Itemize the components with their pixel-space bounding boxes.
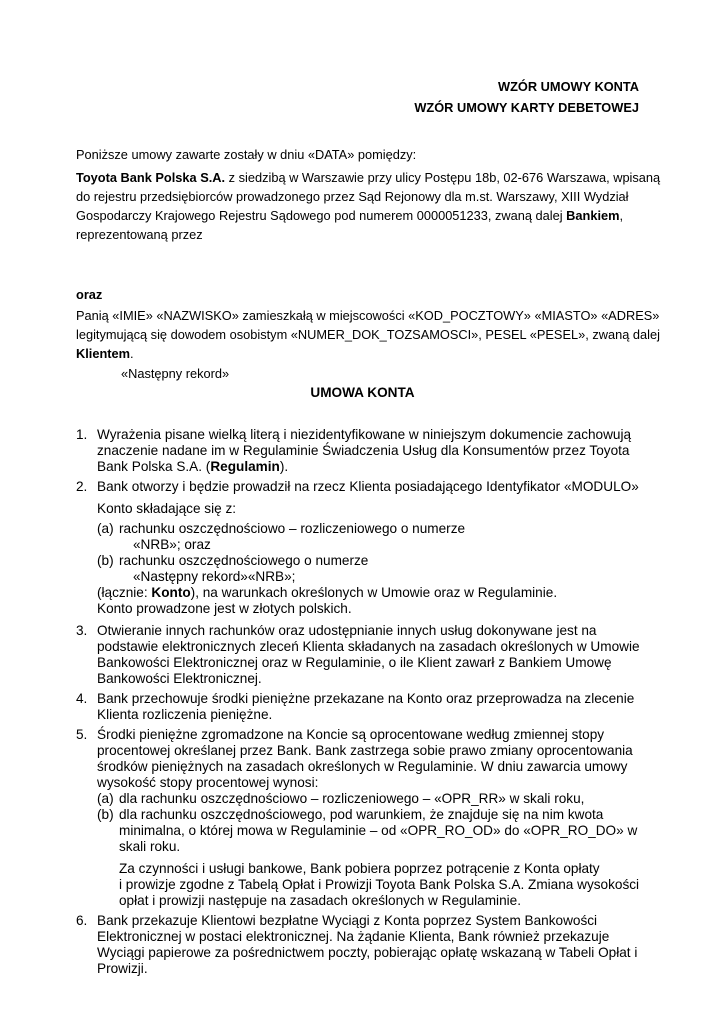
bank-party-line-2: do rejestru przedsiębiorców prowadzonego przez Sąd Rejonowy dla m.st. Warszawy, XIII Wydział [76, 189, 629, 204]
item-6-line-3: Wyciągi papierowe za pośrednictwem poczty, pobierając opłatę wskazaną w Tabeli Opłat i [97, 945, 638, 960]
item-2-sub-a-line-2: «NRB»; oraz [133, 537, 211, 552]
item-1-text: Bank Polska S.A. ( [97, 459, 211, 474]
document-title-account: WZÓR UMOWY KONTA [498, 79, 639, 94]
item-5-line-2: procentowej określanej przez Bank. Bank zastrzega sobie prawo zmiany oprocentowania [97, 743, 633, 758]
regulamin-defined-term: Regulamin [210, 459, 280, 474]
item-2-line-3 [97, 585, 557, 601]
bank-address-text: z siedzibą w Warszawie przy ulicy Postępu 18b, 02-676 Warszawa, wpisaną [225, 170, 661, 185]
item-5-sub-b-line-1: dla rachunku oszczędnościowego, pod warunkiem, że znajduje się na nim kwota [119, 807, 604, 822]
item-5-sub-a-label: (a) [97, 791, 114, 806]
punctuation: . [130, 346, 134, 361]
item-1-line-2: znaczenie nadane im w Regulaminie Świadczenia Usług dla Konsumentów przez Toyota [97, 443, 630, 458]
bank-registry-text: Gospodarczy Krajowego Rejestru Sądowego pod numerem 0000051233, zwaną dalej [76, 208, 567, 223]
item-2-line-2: Konto składające się z: [97, 501, 237, 516]
section-title: UMOWA KONTA [310, 385, 415, 400]
item-5-line-4: wysokość stopy procentowej wynosi: [97, 775, 319, 790]
item-2-text: ), na warunkach określonych w Umowie oraz w Regulaminie. [190, 585, 558, 600]
oraz-heading: oraz [76, 287, 103, 302]
bank-name: Toyota Bank Polska S.A. [76, 170, 226, 185]
item-6-line-4: Prowizji. [97, 961, 148, 976]
item-number-1: 1. [76, 427, 88, 442]
item-2-sub-a-label: (a) [97, 521, 114, 536]
item-5-sub-b-line-3: skali roku. [119, 839, 181, 854]
item-2-sub-a-line-1: rachunku oszczędnościowo – rozliczeniowego o numerze [119, 521, 466, 536]
item-5-sub-b-label: (b) [97, 807, 114, 822]
document-title-debit-card: WZÓR UMOWY KARTY DEBETOWEJ [414, 100, 639, 115]
item-1-line-1: Wyrażenia pisane wielką literą i niezidentyfikowane w niniejszym dokumencie zachowują [97, 427, 632, 442]
item-number-5: 5. [76, 727, 88, 742]
bank-party-line-1 [76, 168, 660, 187]
client-party-line-1: Panią «IMIE» «NAZWISKO» zamieszkałą w miejscowości «KOD_POCZTOWY» «MIASTO» «ADRES» [76, 308, 660, 323]
item-5-fees-line-1: Za czynności i usługi bankowe, Bank pobiera poprzez potrącenie z Konta opłaty [119, 861, 600, 876]
item-3-line-4: Bankowości Elektronicznej. [97, 671, 262, 686]
item-5-fees-line-3: opłat i prowizji następuje na zasadach określonych w Regulaminie. [119, 893, 521, 908]
intro-date-line: Poniższe umowy zawarte zostały w dniu «DATA» pomiędzy: [76, 147, 417, 162]
item-3-line-3: Bankowości Elektronicznej oraz w Regulaminie, o ile Klient zawarł z Bankiem Umowę [97, 655, 612, 670]
item-4-line-2: Klienta rozliczenia pieniężne. [97, 707, 273, 722]
client-party-line-2: legitymującą się dowodem osobistym «NUMER_DOK_TOZSAMOSCI», PESEL «PESEL», zwaną dalej [76, 327, 660, 342]
item-2-line-4: Konto prowadzone jest w złotych polskich. [97, 601, 352, 616]
item-6-line-2: Elektronicznej w postaci elektronicznej. Na żądanie Klienta, Bank również przekazuje [97, 929, 610, 944]
item-1-line-3 [97, 459, 288, 475]
item-3-line-1: Otwieranie innych rachunków oraz udostępnianie innych usług dokonywane jest na [97, 623, 597, 638]
item-2-line-1: Bank otworzy i będzie prowadził na rzecz Klienta posiadającego Identyfikator «MODULO» [97, 479, 639, 494]
bank-party-line-4: reprezentowaną przez [76, 227, 203, 242]
item-2-sub-b-label: (b) [97, 553, 114, 568]
item-5-line-3: środków pieniężnych na zasadach określonych w Regulaminie. W dniu zawarcia umowy [97, 759, 628, 774]
item-6-line-1: Bank przekazuje Klientowi bezpłatne Wyciągi z Konta poprzez System Bankowości [97, 913, 598, 928]
item-number-2: 2. [76, 479, 88, 494]
item-2-sub-b-line-1: rachunku oszczędnościowego o numerze [119, 553, 369, 568]
item-5-sub-b-line-2: minimalna, o której mowa w Regulaminie – od «OPR_RO_OD» do «OPR_RO_DO» w [119, 823, 638, 838]
client-defined-term: Klientem [76, 346, 131, 361]
item-number-4: 4. [76, 691, 88, 706]
item-number-6: 6. [76, 913, 88, 928]
punctuation: ). [279, 459, 289, 474]
item-2-text: (łącznie: [97, 585, 152, 600]
item-5-fees-line-2: i prowizje zgodne z Tabelą Opłat i Prowizji Toyota Bank Polska S.A. Zmiana wysokości [119, 877, 640, 892]
item-5-line-1: Środki pieniężne zgromadzone na Koncie są oprocentowane według zmiennej stopy [97, 727, 605, 742]
bank-party-line-3 [76, 206, 623, 225]
item-4-line-1: Bank przechowuje środki pieniężne przekazane na Konto oraz przeprowadza na zlecenie [97, 691, 635, 706]
item-number-3: 3. [76, 623, 88, 638]
item-5-sub-a-line-1: dla rachunku oszczędnościowo – rozliczeniowego – «OPR_RR» w skali roku, [119, 791, 585, 806]
client-party-line-3 [76, 344, 134, 363]
item-3-line-2: podstawie elektronicznych zleceń Klienta składanych na zasadach określonych w Umowie [97, 639, 640, 654]
punctuation: , [619, 208, 624, 223]
next-record-field: «Następny rekord» [121, 366, 230, 381]
bank-defined-term: Bankiem [566, 208, 620, 223]
item-2-sub-b-line-2: «Następny rekord»«NRB»; [133, 569, 296, 584]
konto-defined-term: Konto [151, 585, 191, 600]
